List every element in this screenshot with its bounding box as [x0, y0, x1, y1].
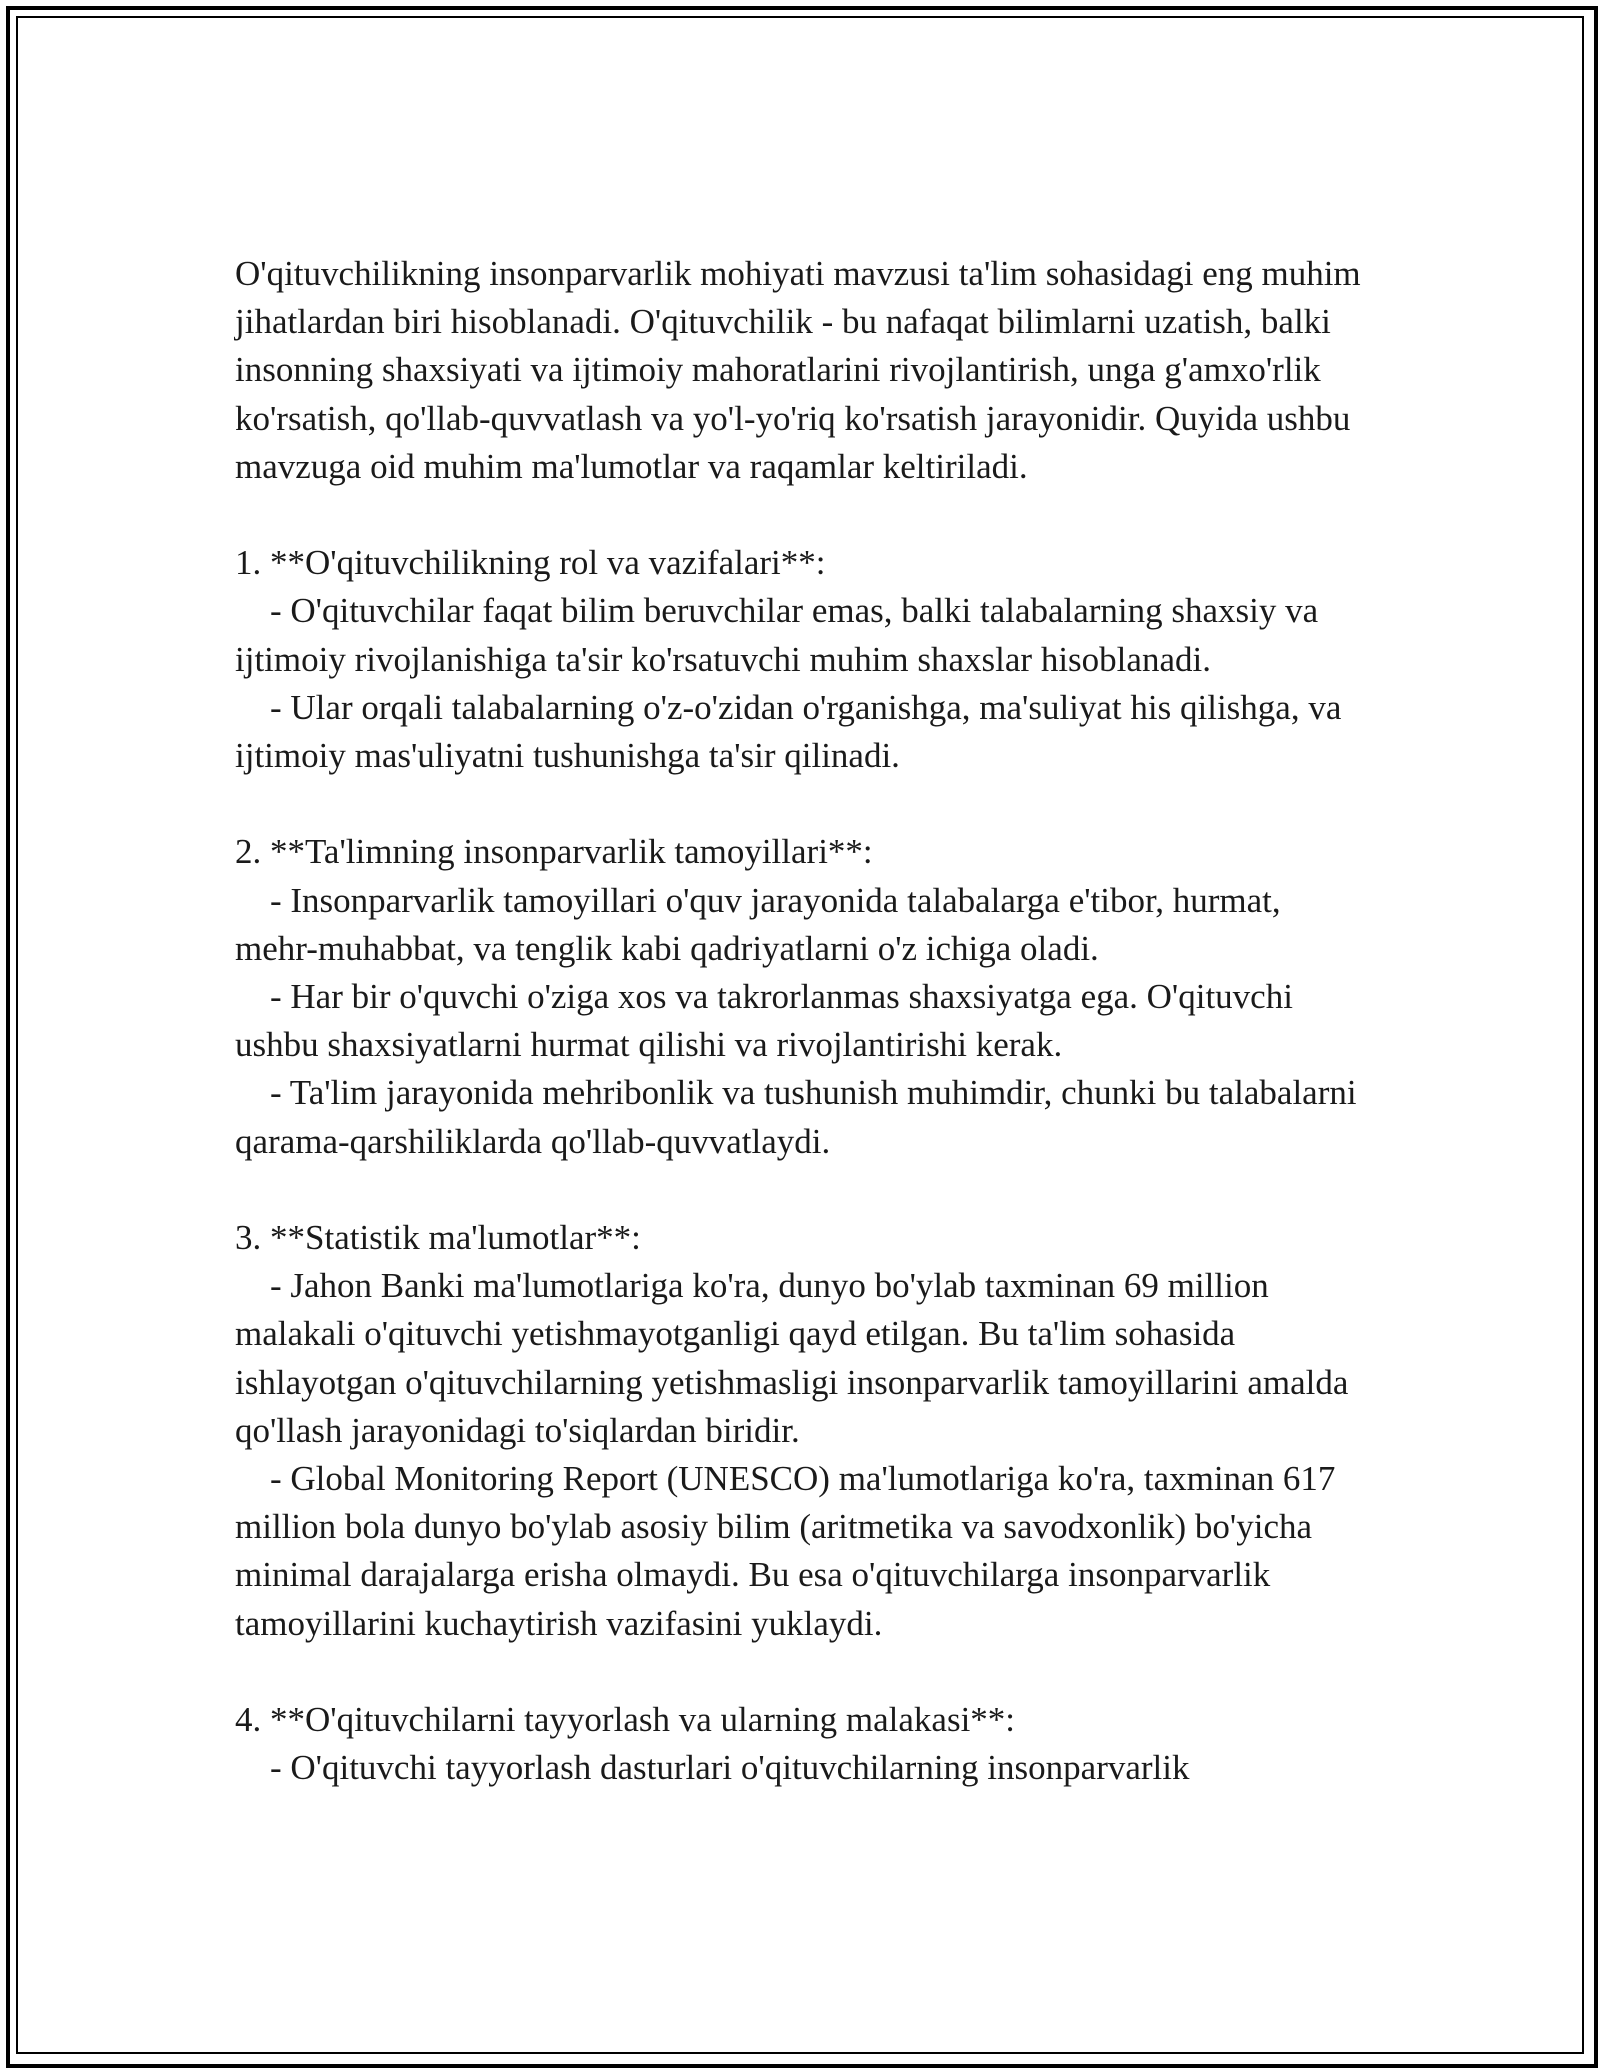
list-item: - Ular orqali talabalarning o'z-o'zidan o'rganishga, ma'suliyat his qilishga, va ijtimoiy mas'uliyatni tushunishga ta'sir qilinadi.	[235, 687, 1342, 776]
list-item: - Har bir o'quvchi o'ziga xos va takrorlanmas shaxsiyatga ega. O'qituvchi ushbu shaxsiyatlarni hurmat qilishi va rivojlantirishi kerak.	[235, 977, 1293, 1065]
list-item: - Ta'lim jarayonida mehribonlik va tushunish muhimdir, chunki bu talabalarni qarama-qarshiliklarda qo'llab-quvvatlaydi.	[235, 1073, 1357, 1161]
section-1	[235, 539, 1365, 780]
section-title: 4. **O'qituvchilarni tayyorlash va ularning malakasi**:	[235, 1700, 1016, 1740]
section-title: 2. **Ta'limning insonparvarlik tamoyillari**:	[235, 832, 873, 872]
spacer	[235, 1166, 1365, 1214]
list-item: - O'qituvchilar faqat bilim beruvchilar emas, balki talabalarning shaxsiy va ijtimoiy rivojlanishiga ta'sir ko'rsatuvchi muhim shaxslar hisoblanadi.	[235, 591, 1319, 679]
section-title: 3. **Statistik ma'lumotlar**:	[235, 1218, 641, 1258]
spacer	[235, 1648, 1365, 1696]
spacer	[235, 780, 1365, 828]
list-item: - Global Monitoring Report (UNESCO) ma'lumotlariga ko'ra, taxminan 617 million bola dunyo bo'ylab asosiy bilim (aritmetika va savodxonlik) bo'yicha minimal darajalarga erisha olmaydi. Bu esa o'qituvchilarga insonparvarlik tamoyillarini kuchaytirish vazifasini yuklaydi.	[235, 1459, 1336, 1643]
list-item: - Insonparvarlik tamoyillari o'quv jarayonida talabalarga e'tibor, hurmat, mehr-muhabbat, va tenglik kabi qadriyatlarni o'z ichiga oladi.	[235, 880, 1281, 968]
spacer	[235, 491, 1365, 539]
intro-paragraph: O'qituvchilikning insonparvarlik mohiyati mavzusi ta'lim sohasidagi eng muhim jihatlardan biri hisoblanadi. O'qituvchilik - bu nafaqat bilimlarni uzatish, balki insonning shaxsiyati va ijtimoiy mahoratlarini rivojlantirish, unga g'amxo'rlik ko'rsatish, qo'llab-quvvatlash va yo'l-yo'riq ko'rsatish jarayonidir. Quyida ushbu mavzuga oid muhim ma'lumotlar va raqamlar keltiriladi.	[235, 254, 1361, 486]
section-3	[235, 1214, 1365, 1648]
document-body	[235, 250, 1365, 1792]
section-title: 1. **O'qituvchilikning rol va vazifalari**:	[235, 543, 826, 583]
list-item: - Jahon Banki ma'lumotlariga ko'ra, dunyo bo'ylab taxminan 69 million malakali o'qituvchi yetishmayotganligi qayd etilgan. Bu ta'lim sohasida ishlayotgan o'qituvchilarning yetishmasligi insonparvarlik tamoyillarini amalda qo'llash jarayonidagi to'siqlardan biridir.	[235, 1266, 1349, 1450]
section-2	[235, 828, 1365, 1165]
section-4	[235, 1696, 1365, 1792]
list-item: - O'qituvchi tayyorlash dasturlari o'qituvchilarning insonparvarlik	[270, 1748, 1190, 1788]
